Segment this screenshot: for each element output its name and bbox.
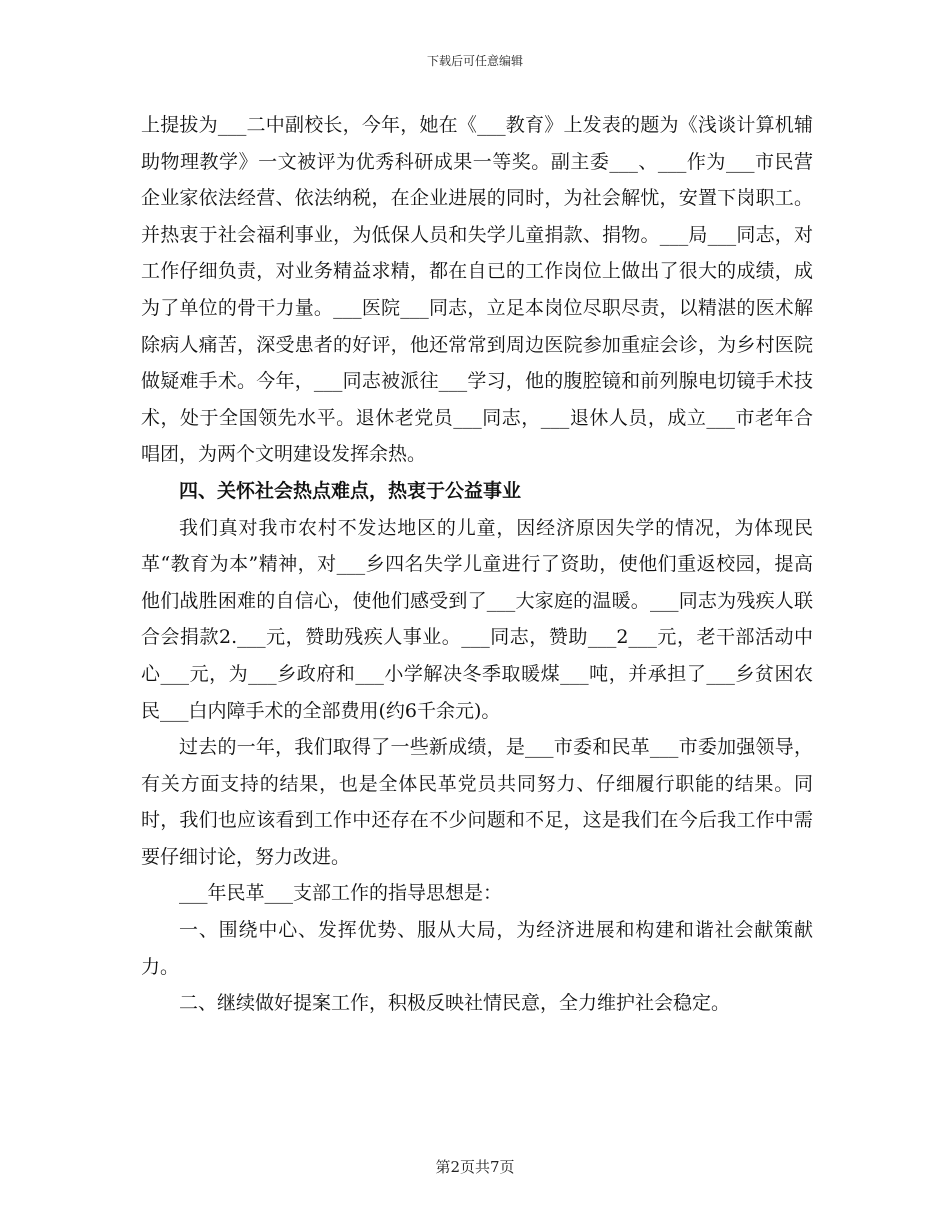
paragraph-summary: 过去的一年，我们取得了一些新成绩，是___市委和民革___市委加强领导，有关方面支持的结果，也是全体民革党员共同努力、仔细履行职能的结果。同时，我们也应该看到工作中还存在不少问题和不足，这是我们在今后我工作中需要仔细讨论，努力改进。 — [141, 736, 813, 868]
document-body — [141, 107, 813, 1022]
paragraph-point-two: 二、继续做好提案工作，积极反映社情民意，全力维护社会稳定。 — [179, 992, 731, 1015]
paragraph-guiding-thought: ___年民革___支部工作的指导思想是： — [179, 882, 503, 905]
paragraph-point-one: 一、围绕中心、发挥优势、服从大局，为经济进展和构建和谐社会献策献力。 — [141, 919, 813, 978]
page-header: 下载后可任意编辑 — [426, 54, 523, 68]
page-number: 第2页共7页 — [435, 1158, 515, 1176]
section-heading: 四、关怀社会热点难点，热衷于公益事业 — [179, 479, 522, 502]
paragraph-public-welfare: 我们真对我市农村不发达地区的儿童，因经济原因失学的情况，为体现民革“教育为本”精神，对___乡四名失学儿童进行了资助，使他们重返校园，提高他们战胜困难的自信心，使他们感受到了___大家庭的温暖。___同志为残疾人联合会捐款2.___元，赞助残疾人事业。___同志，赞助___2___元，老干部活动中心___元，为___乡政府和___小学解决冬季取暖煤___吨，并承担了___乡贫困农民___白内障手术的全部费用(约6千余元)。 — [141, 516, 813, 722]
paragraph-continuation: 上提拔为___二中副校长，今年，她在《___教育》上发表的题为《浅谈计算机辅助物理教学》一文被评为优秀科研成果一等奖。副主委___、___作为___市民营企业家依法经营、依法纳税，在企业进展的同时，为社会解忧，安置下岗职工。并热衷于社会福利事业，为低保人员和失学儿童捐款、捐物。___局___同志，对工作仔细负责，对业务精益求精，都在自已的工作岗位上做出了很大的成绩，成为了单位的骨干力量。___医院___同志，立足本岗位尽职尽责，以精湛的医术解除病人痛苦，深受患者的好评，他还常常到周边医院参加重症会诊，为乡村医院做疑难手术。今年，___同志被派往___学习，他的腹腔镜和前列腺电切镜手术技术，处于全国领先水平。退休老党员___同志，___退休人员，成立___市老年合唱团，为两个文明建设发挥余热。 — [141, 114, 813, 466]
